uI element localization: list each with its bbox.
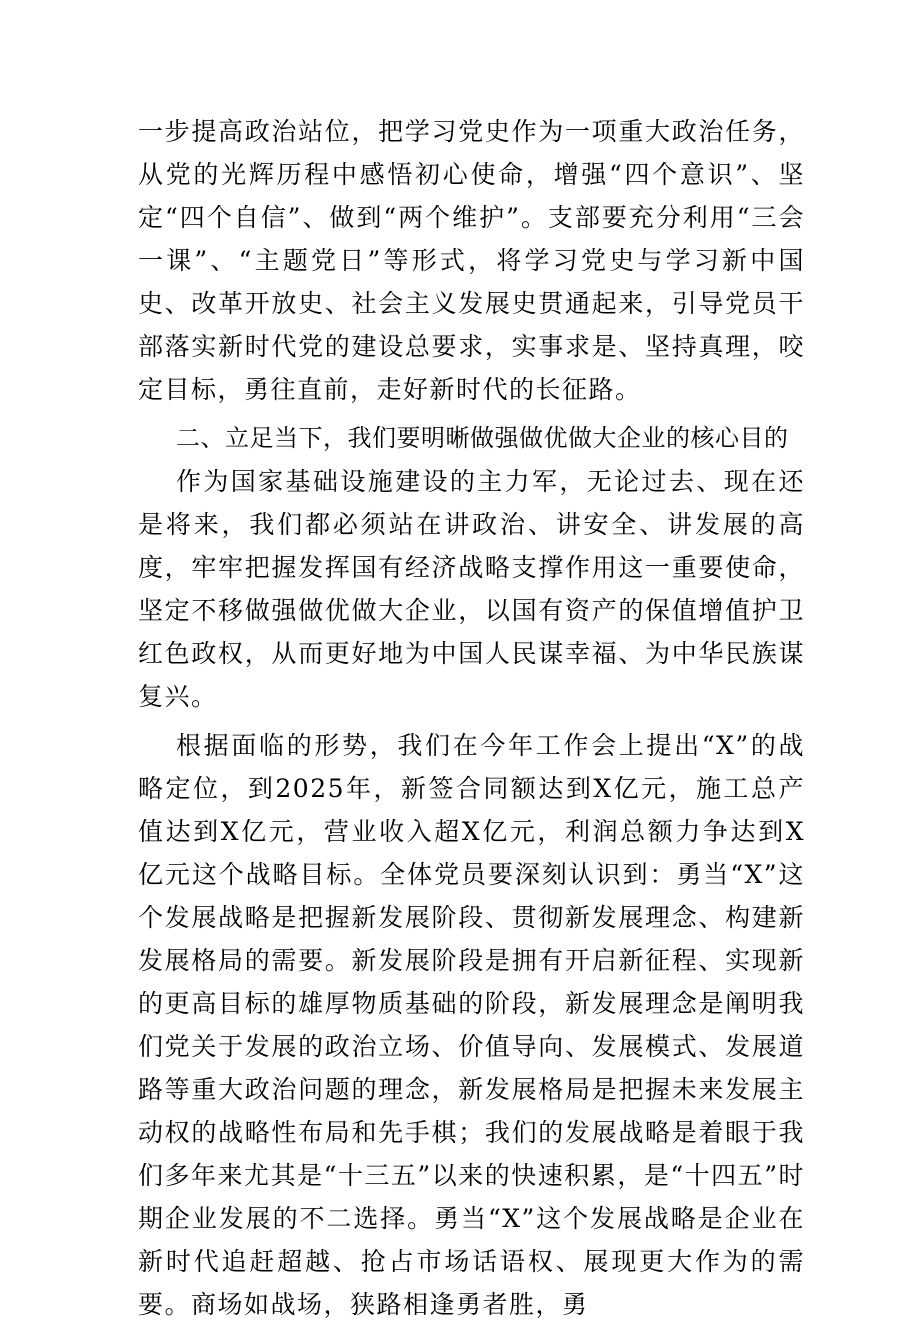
section-heading-2: 二、立足当下，我们要明晰做强做优做大企业的核心目的 — [176, 424, 789, 452]
paragraph-strategy: 根据面临的形势，我们在今年工作会上提出“X”的战略定位，到2025年，新签合同额达到X亿元，施工总产值达到X亿元，营业收入超X亿元，利润总额力争达到X亿元这个战略目标。全体党员要深刻认识到：勇当“X”这个发展战略是把握新发展阶段、贯彻新发展理念、构建新发展格局的需要。新发展阶段是拥有开启新征程、实现新的更高目标的雄厚物质基础的阶段，新发展理念是阐明我们党关于发展的政治立场、价值导向、发展模式、发展道路等重大政治问题的理念，新发展格局是把握未来发展主动权的战略性布局和先手棋；我们的发展战略是着眼于我们多年来尤其是“十三五”以来的快速积累，是“十四五”时期企业发展的不二选择。勇当“X”这个发展战略是企业在新时代追赶超越、抢占市场话语权、展现更大作为的需要。商场如战场，狭路相逢勇者胜，勇 — [138, 731, 805, 1319]
paragraph-continuation: 一步提高政治站位，把学习党史作为一项重大政治任务，从党的光辉历程中感悟初心使命，增强“四个意识”、坚定“四个自信”、做到“两个维护”。支部要充分利用“三会一课”、“主题党日”等形式，将学习党史与学习新中国史、改革开放史、社会主义发展史贯通起来，引导党员干部落实新时代党的建设总要求，实事求是、坚持真理，咬定目标，勇往直前，走好新时代的长征路。 — [138, 117, 805, 404]
paragraph-core-purpose: 作为国家基础设施建设的主力军，无论过去、现在还是将来，我们都必须站在讲政治、讲安全、讲发展的高度，牢牢把握发挥国有经济战略支撑作用这一重要使命，坚定不移做强做优做大企业，以国有资产的保值增值护卫红色政权，从而更好地为中国人民谋幸福、为中华民族谋复兴。 — [138, 467, 805, 711]
